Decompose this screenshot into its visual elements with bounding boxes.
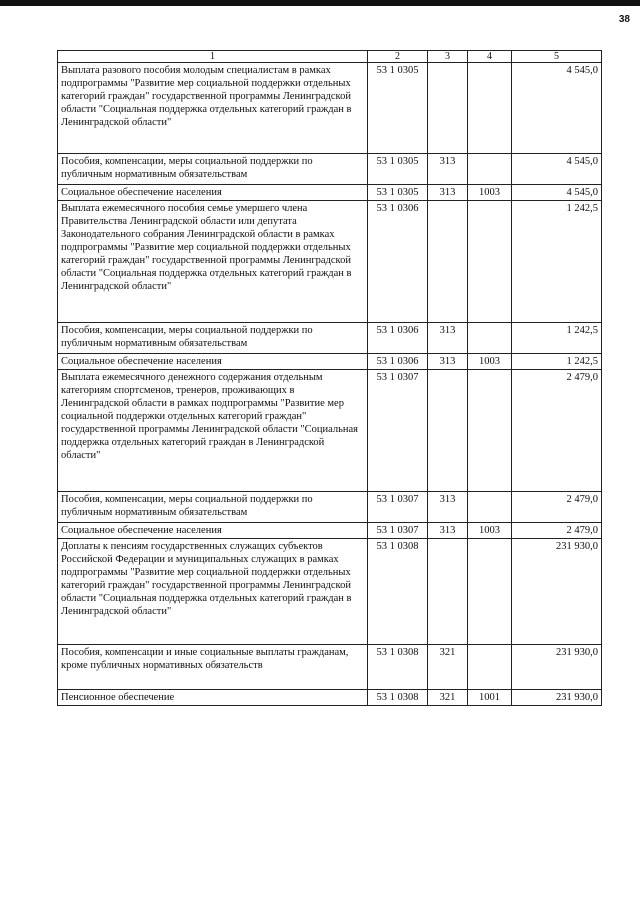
table-row [58, 154, 602, 185]
row-rz: 1003 [468, 354, 512, 370]
top-border-bar [0, 0, 640, 6]
row-rz: 1001 [468, 690, 512, 706]
row-rz [468, 323, 512, 354]
header-col-5: 5 [512, 51, 602, 63]
row-amount: 4 545,0 [512, 154, 602, 185]
page-number: 38 [618, 14, 630, 25]
row-csr: 53 1 0306 [368, 323, 428, 354]
row-csr: 53 1 0307 [368, 523, 428, 539]
row-csr: 53 1 0306 [368, 201, 428, 323]
row-amount: 1 242,5 [512, 354, 602, 370]
row-rz [468, 201, 512, 323]
row-name: Социальное обеспечение населения [58, 523, 368, 539]
header-col-1: 1 [58, 51, 368, 63]
row-vr [428, 63, 468, 154]
table-row [58, 201, 602, 323]
row-csr: 53 1 0307 [368, 370, 428, 492]
row-rz [468, 645, 512, 690]
row-amount: 2 479,0 [512, 370, 602, 492]
table-row [58, 354, 602, 370]
row-name: Пособия, компенсации, меры социальной поддержки по публичным нормативным обязательствам [58, 492, 368, 523]
row-csr: 53 1 0305 [368, 185, 428, 201]
row-amount: 1 242,5 [512, 323, 602, 354]
table-row [58, 492, 602, 523]
row-rz [468, 63, 512, 154]
row-vr: 313 [428, 523, 468, 539]
header-col-3: 3 [428, 51, 468, 63]
row-name: Пособия, компенсации и иные социальные выплаты гражданам, кроме публичных нормативных обязательств [58, 645, 368, 690]
row-csr: 53 1 0306 [368, 354, 428, 370]
row-name: Доплаты к пенсиям государственных служащих субъектов Российской Федерации и муниципальных служащих в рамках подпрограммы "Развитие мер социальной поддержки отдельных категорий граждан" государственной программы Ленинградской области "Социальная поддержка отдельных категорий граждан в Ленинградской области" [58, 539, 368, 645]
table-row [58, 690, 602, 706]
table-row [58, 645, 602, 690]
row-amount: 2 479,0 [512, 523, 602, 539]
budget-table [57, 50, 602, 706]
row-rz: 1003 [468, 185, 512, 201]
row-name: Выплата ежемесячного денежного содержания отдельным категориям спортсменов, тренеров, проживающих в Ленинградской области в рамках подпрограммы "Развитие мер социальной поддержки отдельных категорий граждан" государственной программы Ленинградской области "Социальная поддержка отдельных категорий граждан в Ленинградской области" [58, 370, 368, 492]
row-amount: 231 930,0 [512, 690, 602, 706]
row-csr: 53 1 0305 [368, 63, 428, 154]
row-rz [468, 539, 512, 645]
row-csr: 53 1 0305 [368, 154, 428, 185]
table-row [58, 523, 602, 539]
row-vr [428, 201, 468, 323]
row-name: Выплата разового пособия молодым специалистам в рамках подпрограммы "Развитие мер социальной поддержки отдельных категорий граждан" государственной программы Ленинградской области "Социальная поддержка отдельных категорий граждан в Ленинградской области" [58, 63, 368, 154]
row-rz [468, 154, 512, 185]
row-name: Пенсионное обеспечение [58, 690, 368, 706]
row-amount: 231 930,0 [512, 539, 602, 645]
row-csr: 53 1 0307 [368, 492, 428, 523]
row-rz [468, 370, 512, 492]
table-row [58, 323, 602, 354]
row-vr: 313 [428, 185, 468, 201]
row-vr: 321 [428, 690, 468, 706]
row-name: Социальное обеспечение населения [58, 354, 368, 370]
row-csr: 53 1 0308 [368, 690, 428, 706]
row-vr [428, 370, 468, 492]
row-csr: 53 1 0308 [368, 645, 428, 690]
row-amount: 4 545,0 [512, 185, 602, 201]
row-name: Пособия, компенсации, меры социальной поддержки по публичным нормативным обязательствам [58, 154, 368, 185]
row-csr: 53 1 0308 [368, 539, 428, 645]
row-amount: 1 242,5 [512, 201, 602, 323]
row-rz [468, 492, 512, 523]
row-vr: 321 [428, 645, 468, 690]
row-vr: 313 [428, 354, 468, 370]
table-row [58, 370, 602, 492]
row-vr: 313 [428, 492, 468, 523]
header-col-2: 2 [368, 51, 428, 63]
row-amount: 2 479,0 [512, 492, 602, 523]
row-amount: 231 930,0 [512, 645, 602, 690]
row-amount: 4 545,0 [512, 63, 602, 154]
table-row [58, 539, 602, 645]
row-name: Выплата ежемесячного пособия семье умершего члена Правительства Ленинградской области или депутата Законодательного собрания Ленинградской области в рамках подпрограммы "Развитие мер социальной поддержки отдельных категорий граждан" государственной программы Ленинградской области "Социальная поддержка отдельных категорий граждан в Ленинградской области" [58, 201, 368, 323]
row-name: Пособия, компенсации, меры социальной поддержки по публичным нормативным обязательствам [58, 323, 368, 354]
row-rz: 1003 [468, 523, 512, 539]
table-header-row [58, 51, 602, 63]
row-vr: 313 [428, 323, 468, 354]
row-name: Социальное обеспечение населения [58, 185, 368, 201]
table-row [58, 185, 602, 201]
row-vr [428, 539, 468, 645]
row-vr: 313 [428, 154, 468, 185]
header-col-4: 4 [468, 51, 512, 63]
table-row [58, 63, 602, 154]
